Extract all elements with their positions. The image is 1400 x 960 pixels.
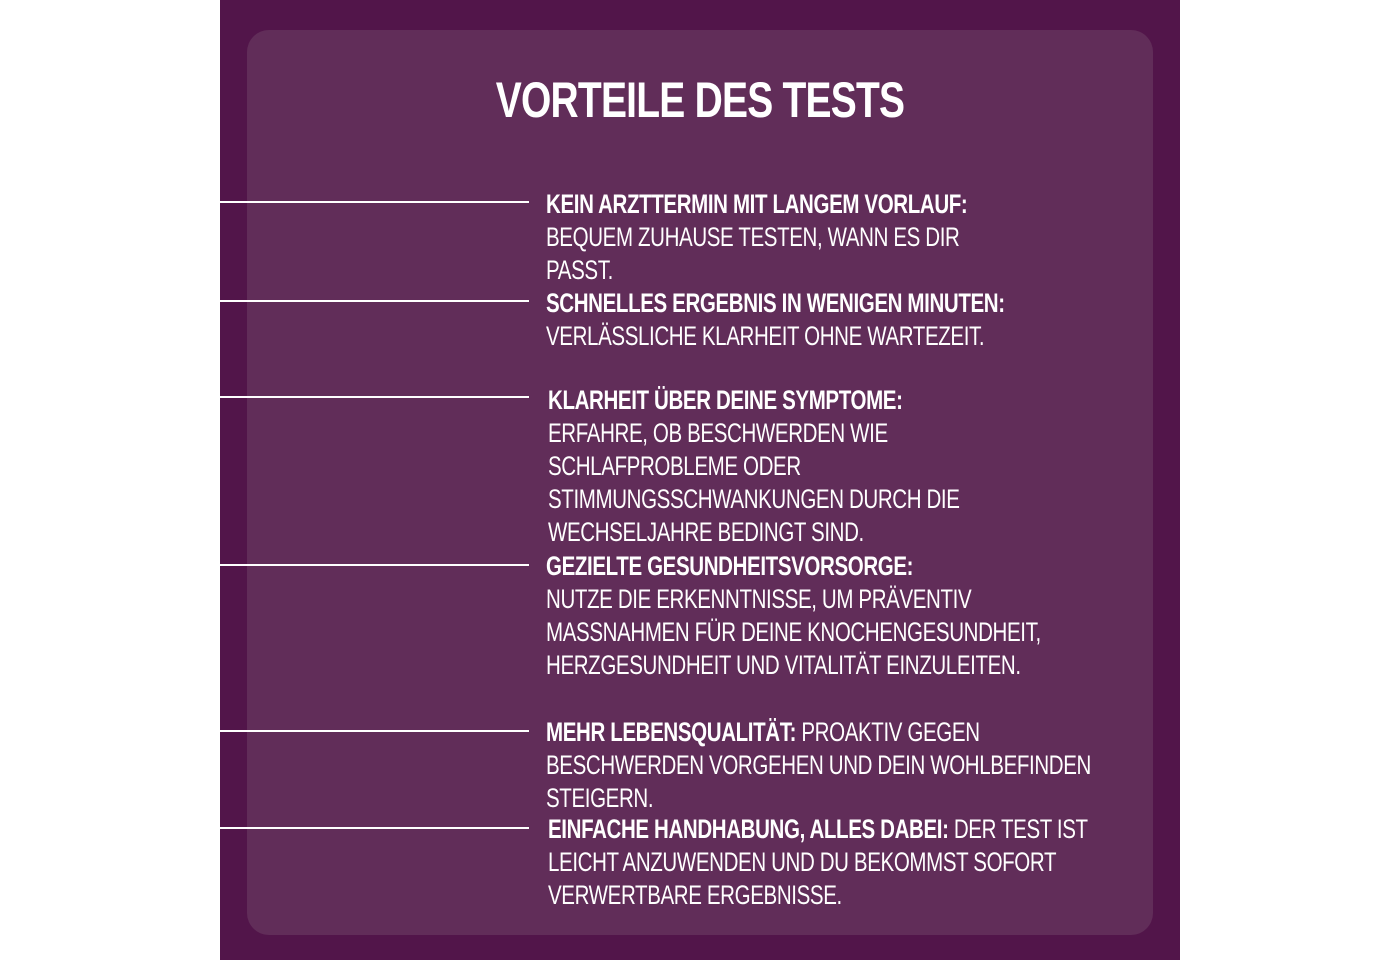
benefit-body: BEQUEM ZUHAUSE TESTEN, WANN ES DIR PASST. [546, 222, 960, 285]
benefit-heading: SCHNELLES ERGEBNIS IN WENIGEN MINUTEN: [546, 288, 1005, 318]
infographic-frame [220, 0, 1180, 960]
benefit-heading: KLARHEIT ÜBER DEINE SYMPTOME: [548, 385, 903, 415]
benefit-body: NUTZE DIE ERKENNTNISSE, UM PRÄVENTIV MASSNAHMEN FÜR DEINE KNOCHENGESUNDHEIT, HERZGESUNDHEIT UND VITALITÄT EINZULEITEN. [546, 584, 1041, 680]
connector-line [220, 730, 529, 732]
page-title: VORTEILE DES TESTS [495, 72, 905, 128]
benefit-body: PROAKTIV GEGEN BESCHWERDEN VORGEHEN UND DEIN WOHLBEFINDEN STEIGERN. [546, 717, 1091, 813]
benefit-item-no-appointment [546, 188, 987, 287]
benefit-heading: GEZIELTE GESUNDHEITSVORSORGE: [546, 551, 914, 581]
connector-line [220, 396, 529, 398]
benefit-heading: EINFACHE HANDHABUNG, ALLES DABEI: [548, 814, 949, 844]
benefit-heading: KEIN ARZTTERMIN MIT LANGEM VORLAUF: [546, 189, 968, 219]
connector-line [220, 564, 529, 566]
benefit-item-quality-of-life [546, 716, 1093, 815]
connector-line [220, 201, 529, 203]
benefit-body: ERFAHRE, OB BESCHWERDEN WIE SCHLAFPROBLEME ODER STIMMUNGSSCHWANKUNGEN DURCH DIE WECHSELJAHRE BEDINGT SIND. [548, 418, 960, 547]
connector-line [220, 300, 529, 302]
benefit-item-fast-result [546, 287, 1124, 353]
benefit-item-health-prevention [546, 550, 1108, 682]
benefit-body: VERLÄSSLICHE KLARHEIT OHNE WARTEZEIT. [546, 321, 985, 351]
benefit-item-easy-handling [548, 813, 1126, 912]
benefit-heading: MEHR LEBENSQUALITÄT: [546, 717, 797, 747]
benefit-item-symptom-clarity [548, 384, 1080, 549]
benefit-body: DER TEST IST LEICHT ANZUWENDEN UND DU BEKOMMST SOFORT VERWERTBARE ERGEBNISSE. [548, 814, 1088, 910]
connector-line [220, 827, 529, 829]
